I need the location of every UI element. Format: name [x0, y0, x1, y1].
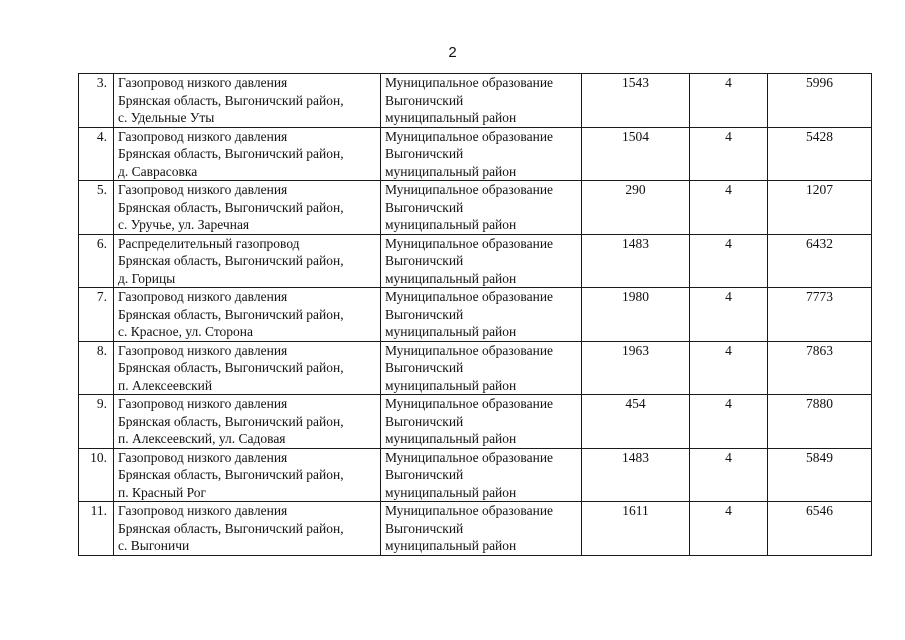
row-number: 8.	[79, 341, 114, 395]
owner-line: Муниципальное образование	[385, 449, 554, 465]
owner-line: Муниципальное образование	[385, 289, 554, 304]
owner-line: муниципальный район	[385, 163, 517, 179]
object-description	[114, 502, 381, 556]
table-row	[79, 502, 872, 556]
table-row	[79, 181, 872, 235]
category-value: 4	[690, 395, 768, 449]
object-description	[114, 341, 381, 395]
owner-line: муниципальный район	[385, 484, 517, 500]
object-line: п. Алексеевский	[118, 377, 213, 393]
length-value: 1504	[582, 127, 690, 181]
object-line: Газопровод низкого давления	[118, 396, 288, 411]
row-number: 9.	[79, 395, 114, 449]
category-value: 4	[690, 288, 768, 342]
object-line: Газопровод низкого давления	[118, 449, 288, 465]
cost-value: 5996	[768, 74, 872, 128]
owner-line: Муниципальное образование	[385, 503, 554, 518]
row-number: 6.	[79, 234, 114, 288]
object-line: д. Горицы	[118, 270, 176, 286]
row-number: 4.	[79, 127, 114, 181]
object-line: с. Удельные Уты	[118, 110, 215, 125]
owner-line: Выгоничский	[385, 360, 464, 375]
object-description	[114, 181, 381, 235]
table-row	[79, 341, 872, 395]
object-line: д. Саврасовка	[118, 163, 198, 179]
object-line: Брянская область, Выгоничский район,	[118, 520, 344, 536]
cost-value: 7773	[768, 288, 872, 342]
owner-line: муниципальный район	[385, 377, 517, 393]
row-number: 11.	[79, 502, 114, 556]
owner-line: Выгоничский	[385, 467, 464, 482]
category-value: 4	[690, 502, 768, 556]
row-number: 5.	[79, 181, 114, 235]
owner-description	[381, 74, 582, 128]
category-value: 4	[690, 448, 768, 502]
owner-description	[381, 288, 582, 342]
object-line: Газопровод низкого давления	[118, 128, 288, 144]
cost-value: 1207	[768, 181, 872, 235]
object-description	[114, 288, 381, 342]
object-description	[114, 234, 381, 288]
object-line: с. Уручье, ул. Заречная	[118, 217, 250, 232]
length-value: 1611	[582, 502, 690, 556]
object-line: Брянская область, Выгоничский район,	[118, 360, 344, 375]
cost-value: 5849	[768, 448, 872, 502]
table-row	[79, 288, 872, 342]
cost-value: 6546	[768, 502, 872, 556]
length-value: 1483	[582, 234, 690, 288]
owner-line: Муниципальное образование	[385, 235, 554, 251]
owner-description	[381, 502, 582, 556]
cost-value: 6432	[768, 234, 872, 288]
owner-line: муниципальный район	[385, 431, 517, 446]
row-number: 3.	[79, 74, 114, 128]
category-value: 4	[690, 74, 768, 128]
length-value: 454	[582, 395, 690, 449]
object-description	[114, 395, 381, 449]
object-line: Брянская область, Выгоничский район,	[118, 92, 344, 108]
category-value: 4	[690, 341, 768, 395]
category-value: 4	[690, 127, 768, 181]
owner-line: муниципальный район	[385, 538, 517, 553]
category-value: 4	[690, 234, 768, 288]
length-value: 290	[582, 181, 690, 235]
owner-line: Муниципальное образование	[385, 128, 554, 144]
owner-line: Выгоничский	[385, 199, 464, 215]
owner-description	[381, 448, 582, 502]
object-line: Газопровод низкого давления	[118, 289, 288, 304]
object-description	[114, 448, 381, 502]
category-value: 4	[690, 181, 768, 235]
object-line: Брянская область, Выгоничский район,	[118, 199, 344, 215]
owner-line: Выгоничский	[385, 306, 464, 322]
object-line: Газопровод низкого давления	[118, 503, 288, 518]
owner-line: Выгоничский	[385, 413, 464, 429]
table-row	[79, 127, 872, 181]
object-line: Брянская область, Выгоничский район,	[118, 253, 344, 268]
owner-line: муниципальный район	[385, 324, 517, 339]
object-line: с. Выгоничи	[118, 538, 190, 553]
owner-line: Муниципальное образование	[385, 342, 554, 358]
object-line: Брянская область, Выгоничский район,	[118, 146, 344, 161]
owner-line: Муниципальное образование	[385, 75, 554, 90]
object-line: Распределительный газопровод	[118, 235, 300, 251]
object-line: с. Красное, ул. Сторона	[118, 324, 254, 339]
object-line: Газопровод низкого давления	[118, 75, 288, 90]
row-number: 7.	[79, 288, 114, 342]
object-line: Брянская область, Выгоничский район,	[118, 306, 344, 322]
object-description	[114, 127, 381, 181]
owner-line: Выгоничский	[385, 92, 464, 108]
owner-line: муниципальный район	[385, 217, 517, 232]
owner-description	[381, 234, 582, 288]
owner-description	[381, 395, 582, 449]
owner-description	[381, 341, 582, 395]
owner-description	[381, 181, 582, 235]
owner-line: Выгоничский	[385, 146, 464, 161]
table-row	[79, 234, 872, 288]
length-value: 1980	[582, 288, 690, 342]
object-line: Брянская область, Выгоничский район,	[118, 467, 344, 482]
object-line: п. Красный Рог	[118, 484, 207, 500]
owner-line: Муниципальное образование	[385, 182, 554, 197]
cost-value: 5428	[768, 127, 872, 181]
table-row	[79, 74, 872, 128]
object-line: Газопровод низкого давления	[118, 182, 288, 197]
length-value: 1963	[582, 341, 690, 395]
object-description	[114, 74, 381, 128]
property-table	[78, 73, 872, 556]
length-value: 1483	[582, 448, 690, 502]
table-body	[79, 74, 872, 556]
owner-line: Муниципальное образование	[385, 396, 554, 411]
object-line: п. Алексеевский, ул. Садовая	[118, 431, 286, 446]
object-line: Газопровод низкого давления	[118, 342, 288, 358]
owner-line: муниципальный район	[385, 270, 517, 286]
object-line: Брянская область, Выгоничский район,	[118, 413, 344, 429]
cost-value: 7863	[768, 341, 872, 395]
owner-line: муниципальный район	[385, 110, 517, 125]
table-row	[79, 448, 872, 502]
owner-description	[381, 127, 582, 181]
owner-line: Выгоничский	[385, 520, 464, 536]
row-number: 10.	[79, 448, 114, 502]
cost-value: 7880	[768, 395, 872, 449]
table-row	[79, 395, 872, 449]
page-number: 2	[448, 44, 457, 61]
owner-line: Выгоничский	[385, 253, 464, 268]
length-value: 1543	[582, 74, 690, 128]
